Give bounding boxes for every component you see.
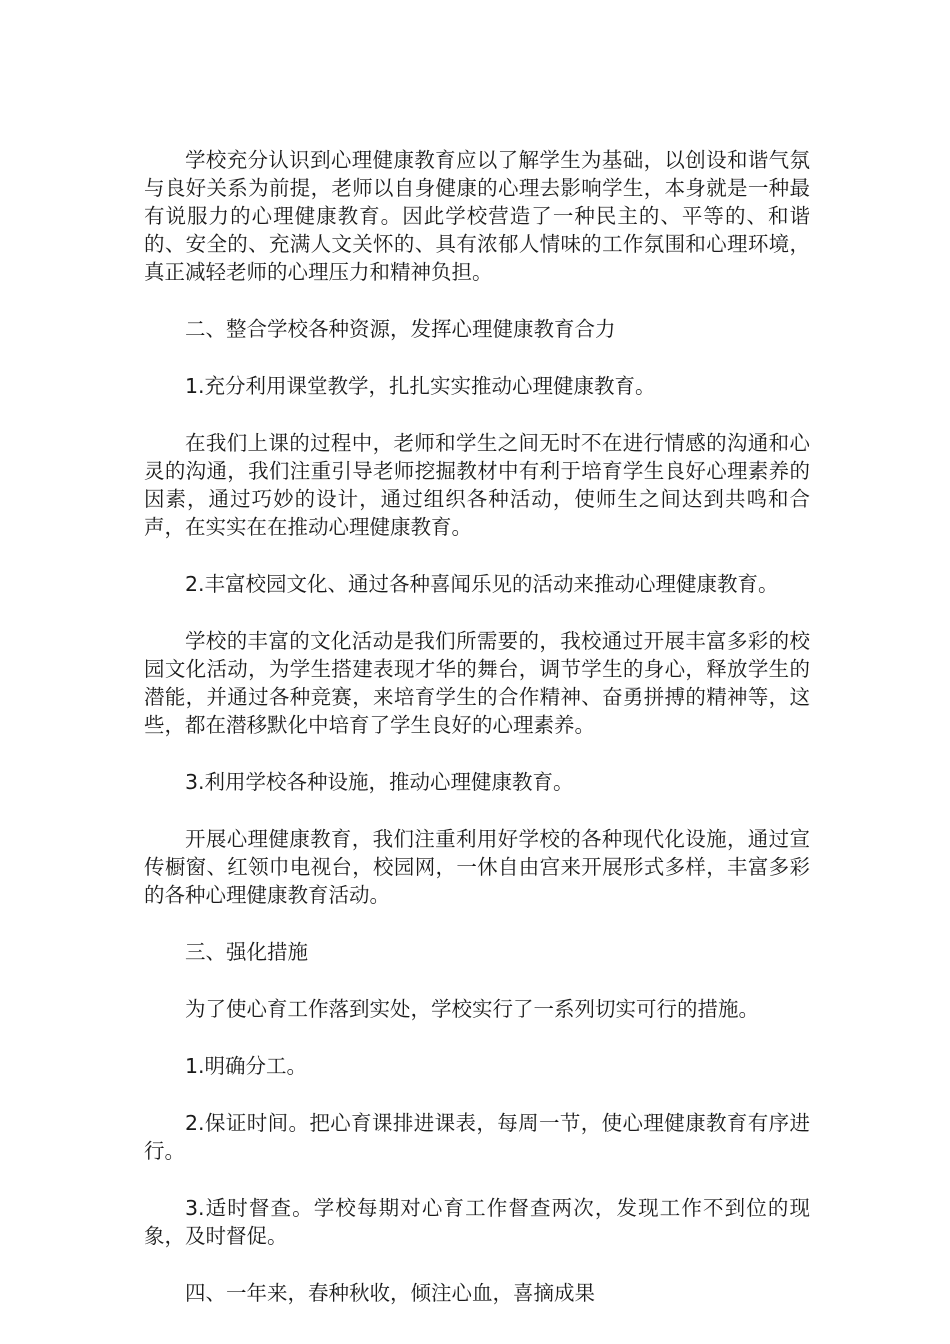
paragraph-measures: 为了使心育工作落到实处，学校实行了一系列切实可行的措施。 (185, 997, 759, 1021)
section-heading-2: 二、整合学校各种资源，发挥心理健康教育合力 (185, 317, 616, 341)
subheading-2-3: 3.利用学校各种设施，推动心理健康教育。 (185, 770, 574, 794)
measure-item-1: 1.明确分工。 (185, 1054, 308, 1078)
subheading-2-1: 1.充分利用课堂教学，扎扎实实推动心理健康教育。 (185, 374, 656, 398)
measure-item-2: 2.保证时间。把心育课排进课表，每周一节，使心理健康教育有序进行。 (144, 1111, 810, 1163)
section-heading-4: 四、一年来，春种秋收，倾注心血，喜摘成果 (185, 1281, 595, 1305)
paragraph-facilities: 开展心理健康教育，我们注重利用好学校的各种现代化设施，通过宣传橱窗、红领巾电视台，校园网，一休自由宫来开展形式多样，丰富多彩的各种心理健康教育活动。 (144, 827, 810, 907)
paragraph-intro: 学校充分认识到心理健康教育应以了解学生为基础，以创设和谐气氛与良好关系为前提，老师以自身健康的心理去影响学生，本身就是一种最有说服力的心理健康教育。因此学校营造了一种民主的、平等的、和谐的、安全的、充满人文关怀的、具有浓郁人情味的工作氛围和心理环境，真正减轻老师的心理压力和精神负担。 (144, 148, 810, 284)
section-heading-3: 三、强化措施 (185, 940, 308, 964)
paragraph-campus-culture: 学校的丰富的文化活动是我们所需要的，我校通过开展丰富多彩的校园文化活动，为学生搭建表现才华的舞台，调节学生的身心，释放学生的潜能，并通过各种竞赛，来培育学生的合作精神、奋勇拼搏的精神等，这些，都在潜移默化中培育了学生良好的心理素养。 (144, 629, 810, 737)
paragraph-classroom: 在我们上课的过程中，老师和学生之间无时不在进行情感的沟通和心灵的沟通，我们注重引导老师挖掘教材中有利于培育学生良好心理素养的因素，通过巧妙的设计，通过组织各种活动，使师生之间达到共鸣和合声，在实实在在推动心理健康教育。 (144, 431, 810, 539)
subheading-2-2: 2.丰富校园文化、通过各种喜闻乐见的活动来推动心理健康教育。 (185, 572, 779, 596)
document-body (144, 146, 810, 1336)
measure-item-3: 3.适时督查。学校每期对心育工作督查两次，发现工作不到位的现象，及时督促。 (144, 1196, 810, 1248)
